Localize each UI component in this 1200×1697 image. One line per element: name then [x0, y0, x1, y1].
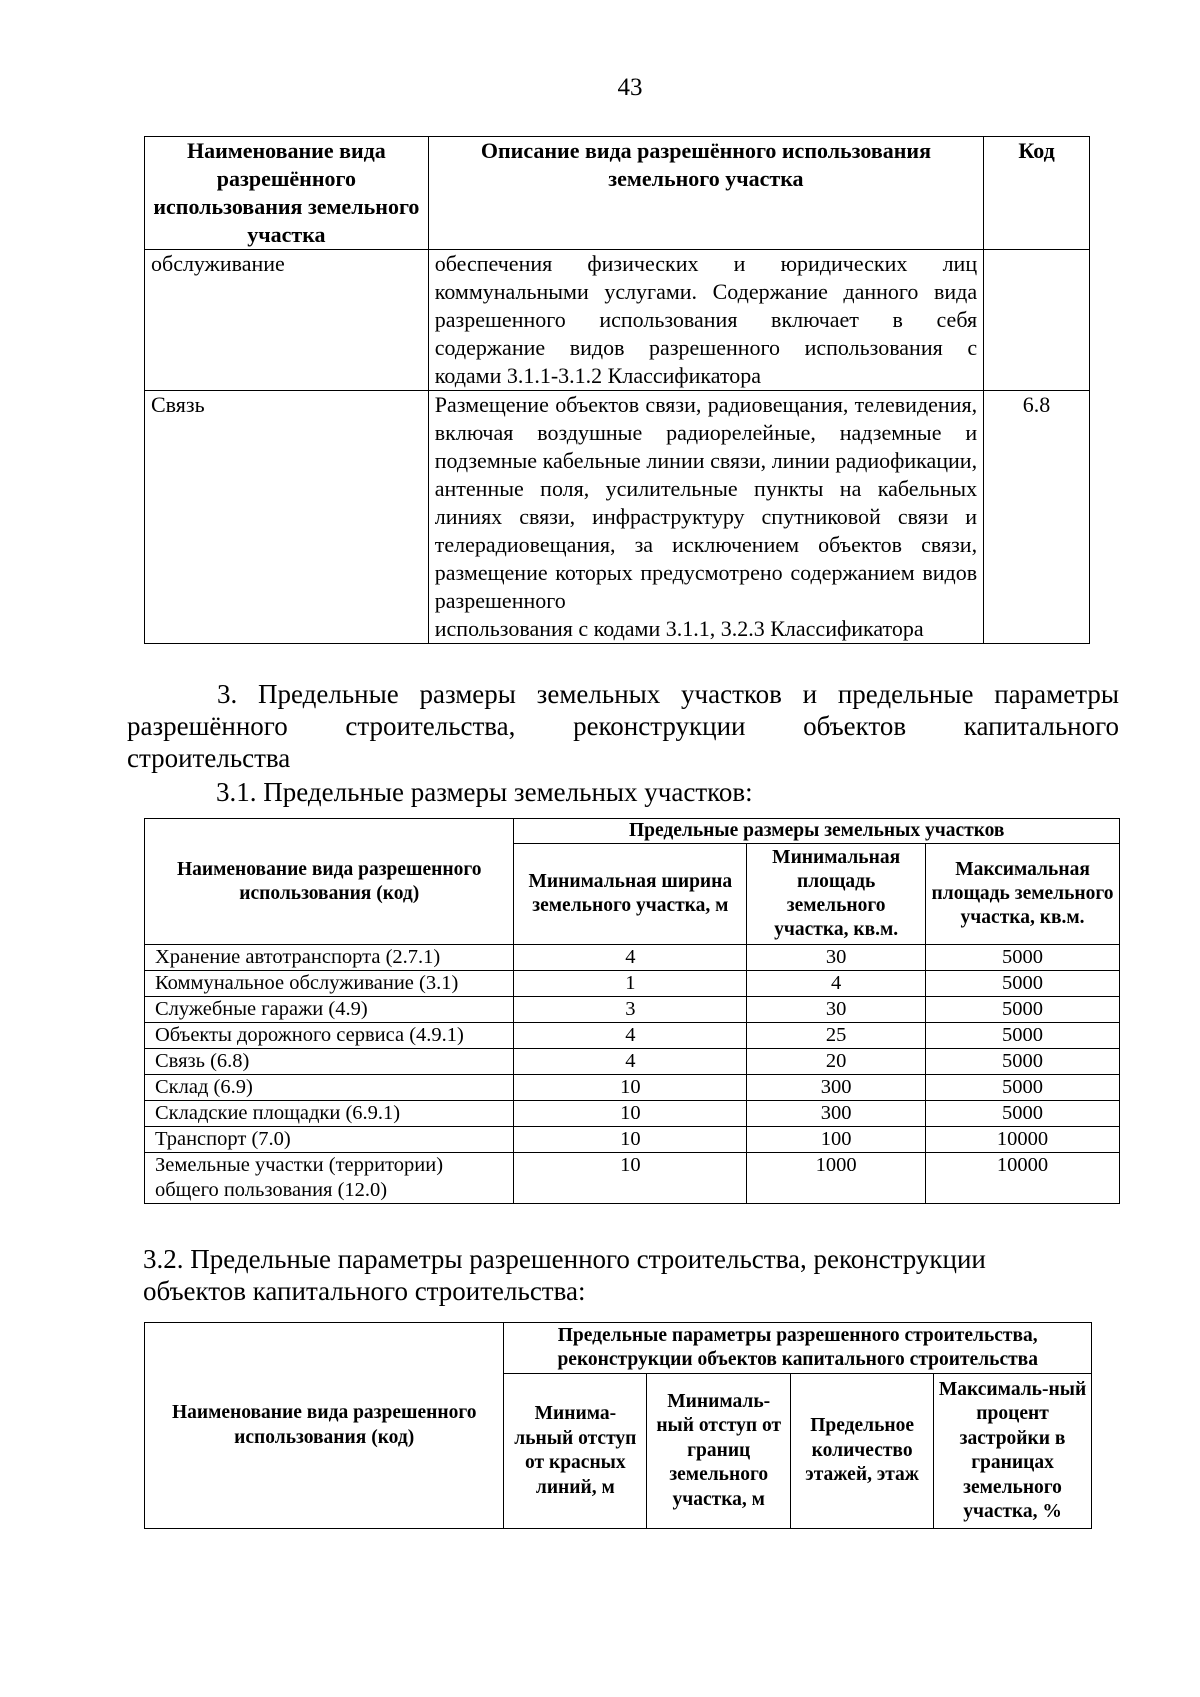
header-description: Описание вида разрешённого использования земельного участка — [428, 137, 983, 250]
description-last-line: кодами 3.1.1-3.1.2 Классификатора — [434, 363, 762, 388]
row-code — [984, 250, 1090, 391]
table-header-row — [145, 1323, 1092, 1374]
table-row — [145, 1049, 1120, 1075]
header-group: Предельные размеры земельных участков — [514, 819, 1120, 844]
row-name: Объекты дорожного сервиса (4.9.1) — [145, 1023, 514, 1049]
table-header-row — [145, 137, 1090, 250]
row-max-area: 5000 — [926, 971, 1120, 997]
row-min-width: 4 — [514, 1023, 747, 1049]
section-3-1-heading: 3.1. Предельные размеры земельных участков: — [216, 777, 753, 807]
table-header-row — [145, 819, 1120, 844]
row-description — [428, 391, 983, 644]
section-3-2-heading: 3.2. Предельные параметры разрешенного строительства, реконструкции объектов капитального строительства: — [143, 1244, 986, 1306]
table-row — [145, 250, 1090, 391]
row-max-area: 5000 — [926, 997, 1120, 1023]
header-min-area: Минимальная площадь земельного участка, кв.м. — [747, 844, 926, 945]
row-max-area: 5000 — [926, 945, 1120, 971]
table-row — [145, 945, 1120, 971]
row-name: Служебные гаражи (4.9) — [145, 997, 514, 1023]
header-name: Наименование вида разрешенного использования (код) — [145, 1323, 504, 1529]
description-text: обеспечения физических и юридических лиц коммунальными услугами. Содержание данного вида разрешенного использования включает в себя содержание видов разрешенного использования с — [434, 251, 978, 360]
header-floors: Предельное количество этажей, этаж — [791, 1374, 934, 1529]
row-name: Транспорт (7.0) — [145, 1127, 514, 1153]
row-min-area: 30 — [747, 997, 926, 1023]
row-min-width: 1 — [514, 971, 747, 997]
row-max-area: 10000 — [926, 1153, 1120, 1204]
table-row — [145, 1023, 1120, 1049]
header-min-border: Минималь-ный отступ от границ земельного участка, м — [647, 1374, 791, 1529]
row-min-area: 20 — [747, 1049, 926, 1075]
section-3-heading — [127, 678, 1119, 774]
row-min-width: 10 — [514, 1127, 747, 1153]
header-name: Наименование вида разрешённого использования земельного участка — [145, 137, 429, 250]
table-row — [145, 1153, 1120, 1204]
row-max-area: 5000 — [926, 1101, 1120, 1127]
row-max-area: 5000 — [926, 1023, 1120, 1049]
row-min-width: 4 — [514, 945, 747, 971]
table-row — [145, 1075, 1120, 1101]
construction-parameters-table — [144, 1322, 1092, 1529]
row-name: Хранение автотранспорта (2.7.1) — [145, 945, 514, 971]
row-name: Складские площадки (6.9.1) — [145, 1101, 514, 1127]
row-name: Коммунальное обслуживание (3.1) — [145, 971, 514, 997]
row-min-area: 300 — [747, 1101, 926, 1127]
table-row — [145, 971, 1120, 997]
row-min-width: 3 — [514, 997, 747, 1023]
row-min-area: 300 — [747, 1075, 926, 1101]
table-row — [145, 997, 1120, 1023]
section-3-line-1: 3. Предельные размеры земельных участков и предельные параметры — [217, 679, 1119, 709]
row-min-width: 10 — [514, 1101, 747, 1127]
row-min-area: 100 — [747, 1127, 926, 1153]
permitted-use-description-table — [144, 136, 1090, 644]
land-plot-size-table — [144, 818, 1120, 1204]
row-description — [428, 250, 983, 391]
header-max-percent: Максималь-ный процент застройки в границах земельного участка, % — [934, 1374, 1092, 1529]
row-name: Связь — [145, 391, 429, 644]
table-row — [145, 391, 1090, 644]
row-max-area: 10000 — [926, 1127, 1120, 1153]
table-row — [145, 1101, 1120, 1127]
description-text: Размещение объектов связи, радиовещания, телевидения, включая воздушные радиорелейные, надземные и подземные кабельные линии связи, линии радиофикации, антенные поля, усилительные пункты на кабельных линиях связи, инфраструктуру спутниковой связи и телерадиовещания, за исключением объектов связи, размещение которых предусмотрено содержанием видов разрешенного — [434, 392, 978, 613]
row-min-width: 10 — [514, 1075, 747, 1101]
row-min-area: 30 — [747, 945, 926, 971]
row-name: Связь (6.8) — [145, 1049, 514, 1075]
row-name: Склад (6.9) — [145, 1075, 514, 1101]
row-min-width: 10 — [514, 1153, 747, 1204]
section-3-line-2: разрешённого строительства, реконструкции объектов капитального — [127, 711, 1119, 741]
page-number: 43 — [617, 74, 643, 101]
header-max-area: Максимальная площадь земельного участка, кв.м. — [926, 844, 1120, 945]
row-min-area: 25 — [747, 1023, 926, 1049]
table-row — [145, 1127, 1120, 1153]
section-3-line-3: строительства — [127, 743, 291, 773]
row-code: 6.8 — [984, 391, 1090, 644]
header-min-red-lines: Минима-льный отступ от красных линий, м — [504, 1374, 647, 1529]
header-group: Предельные параметры разрешенного строительства, реконструкции объектов капитального строительства — [504, 1323, 1092, 1374]
row-min-area: 1000 — [747, 1153, 926, 1204]
row-name: обслуживание — [145, 250, 429, 391]
description-last-line: использования с кодами 3.1.1, 3.2.3 Классификатора — [434, 616, 924, 641]
row-min-area: 4 — [747, 971, 926, 997]
row-name: Земельные участки (территории) общего пользования (12.0) — [145, 1153, 514, 1204]
header-code: Код — [984, 137, 1090, 250]
header-name: Наименование вида разрешенного использования (код) — [145, 819, 514, 945]
row-min-width: 4 — [514, 1049, 747, 1075]
header-min-width: Минимальная ширина земельного участка, м — [514, 844, 747, 945]
row-max-area: 5000 — [926, 1075, 1120, 1101]
row-max-area: 5000 — [926, 1049, 1120, 1075]
